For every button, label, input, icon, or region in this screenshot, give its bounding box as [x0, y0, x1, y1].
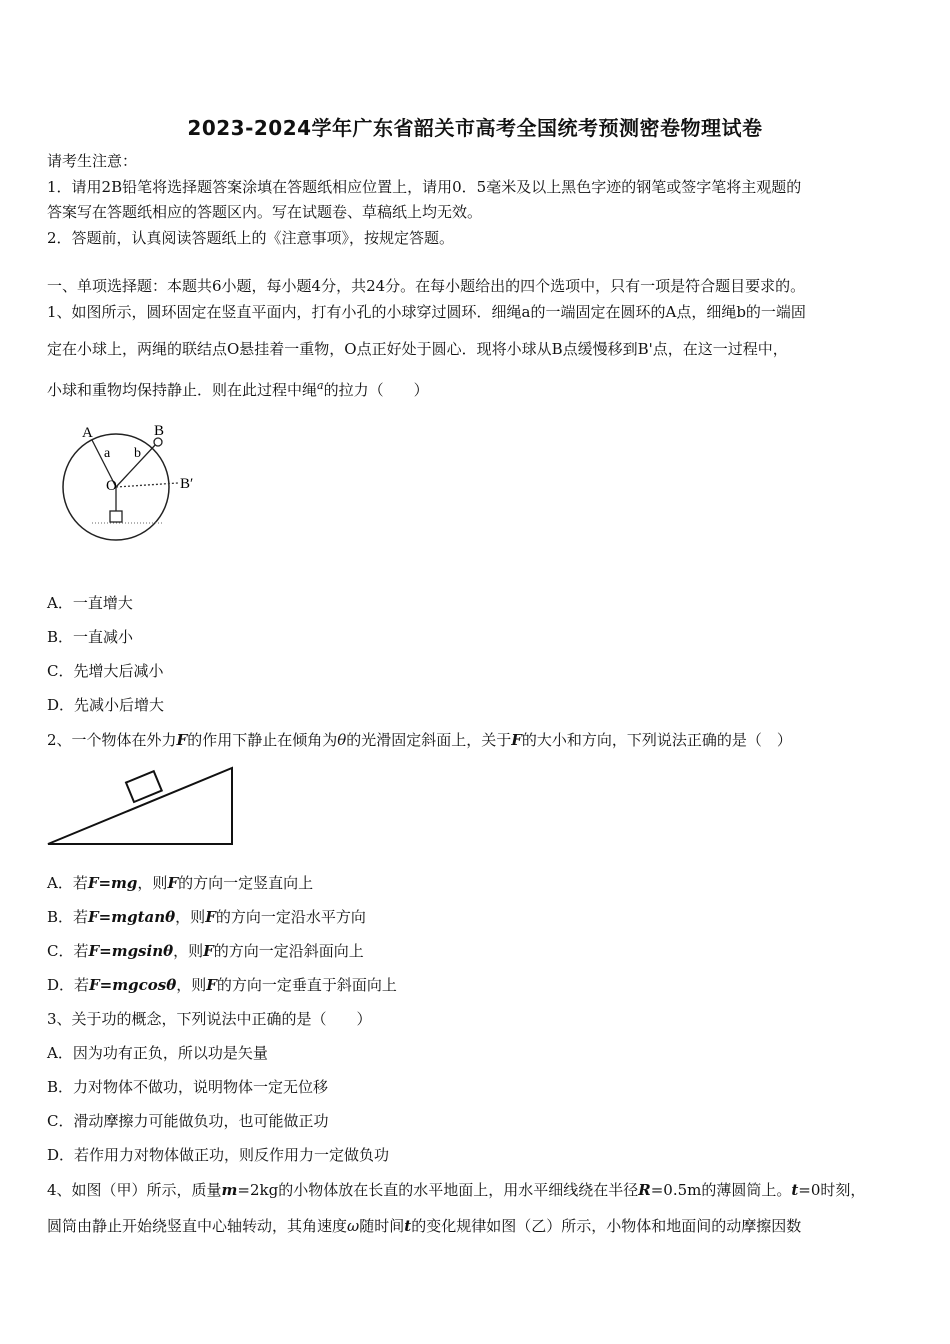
q2-theta-symbol: θ [337, 731, 347, 749]
block-group [126, 771, 162, 802]
q2-d-post: 的方向一定垂直于斜面向上 [216, 976, 397, 994]
q4-mass-symbol: m [221, 1181, 238, 1199]
q2-c-post: 的方向一定沿斜面向上 [213, 942, 364, 960]
weight-block [110, 511, 122, 522]
q2-b-eq: F=mgtanθ [88, 908, 176, 926]
q4-text-7: 的变化规律如图（乙）所示，小物体和地面间的动摩擦因数 [411, 1217, 802, 1235]
q2-a-eq: F=mg [87, 874, 138, 892]
q1-stem-line-3 [47, 376, 429, 400]
q1-option-c[interactable]: C．先增大后减小 [47, 662, 164, 680]
q2-option-d[interactable] [47, 975, 397, 995]
label-A: A [82, 425, 93, 441]
q2-force-symbol-2: F [511, 731, 522, 749]
q3-stem: 3、关于功的概念，下列说法中正确的是（ ） [47, 1010, 372, 1028]
q2-stem [47, 730, 792, 750]
label-B-prime: B′ [180, 476, 194, 492]
q4-omega-symbol: ω [347, 1217, 360, 1235]
notice-heading: 请考生注意： [47, 152, 138, 170]
q2-c-eq: F=mgsinθ [88, 942, 174, 960]
q4-text-1: 4、如图（甲）所示，质量 [47, 1181, 222, 1199]
page-title: 2023-2024学年广东省韶关市高考全国统考预测密卷物理试卷 [187, 116, 763, 140]
q2-a-pre: A．若 [47, 874, 88, 892]
q4-radius-symbol: R [638, 1181, 651, 1199]
q2-text-1: 2、一个物体在外力 [47, 731, 177, 749]
q2-force-symbol: F [176, 731, 188, 749]
q2-a-F: F [167, 874, 179, 892]
q2-text-3: 的光滑固定斜面上，关于 [346, 731, 512, 749]
q2-c-mid: ，则 [173, 942, 204, 960]
label-a: a [104, 446, 111, 461]
q2-d-eq: F=mgcosθ [89, 976, 177, 994]
label-B: B [154, 423, 165, 439]
q2-b-pre: B．若 [47, 908, 89, 926]
notice-line-2: 答案写在答题纸相应的答题区内。写在试题卷、草稿纸上均无效。 [47, 203, 483, 221]
q3-option-a[interactable]: A．因为功有正负，所以功是矢量 [47, 1044, 268, 1062]
q3-option-d[interactable]: D．若作用力对物体做正功，则反作用力一定做负功 [47, 1146, 390, 1164]
q4-text-6: 随时间 [359, 1217, 405, 1235]
q1-ring-diagram [62, 415, 222, 545]
q1-option-b[interactable]: B．一直减小 [47, 628, 134, 646]
q2-d-F: F [206, 976, 217, 994]
q2-d-mid: ，则 [176, 976, 207, 994]
q2-d-pre: D．若 [47, 976, 90, 994]
q1-option-d[interactable]: D．先减小后增大 [47, 696, 165, 714]
q2-option-a[interactable] [47, 873, 313, 893]
label-O: O [106, 478, 117, 494]
label-b: b [134, 446, 141, 461]
q2-option-b[interactable] [47, 907, 366, 927]
q2-text-4: 的大小和方向，下列说法正确的是（ ） [521, 731, 792, 749]
q2-b-F: F [205, 908, 216, 926]
q2-text-2: 的作用下静止在倾角为 [187, 731, 338, 749]
block [126, 771, 162, 802]
q2-c-pre: C．若 [47, 942, 89, 960]
q4-text-4: =0时刻， [798, 1181, 866, 1199]
q2-c-F: F [203, 942, 214, 960]
q2-incline-diagram [44, 762, 240, 848]
q2-b-mid: ，则 [175, 908, 206, 926]
q2-a-mid: ，则 [137, 874, 168, 892]
q2-b-post: 的方向一定沿水平方向 [215, 908, 366, 926]
ball [154, 438, 162, 446]
q1-stem-text: 小球和重物均保持静止．则在此过程中绳 [47, 381, 318, 399]
notice-line-3: 2．答题前，认真阅读答题纸上的《注意事项》，按规定答题。 [47, 229, 455, 247]
q4-time-symbol-2: t [404, 1217, 412, 1235]
q4-text-5: 圆筒由静止开始绕竖直中心轴转动，其角速度 [47, 1217, 348, 1235]
q3-option-c[interactable]: C．滑动摩擦力可能做负功，也可能做正功 [47, 1112, 329, 1130]
q1-stem-line-2: 定在小球上，两绳的联结点O悬挂着一重物，O点正好处于圆心．现将小球从B点缓慢移到B'点，在这一过程中， [47, 340, 788, 358]
q4-stem-line-2 [47, 1216, 801, 1236]
q4-text-2: =2kg的小物体放在长直的水平地面上，用水平细线绕在半径 [237, 1181, 639, 1199]
q1-stem-line-1: 1、如图所示，圆环固定在竖直平面内，打有小孔的小球穿过圆环．细绳a的一端固定在圆环的A点，细绳b的一端固 [47, 303, 806, 321]
rope-a-symbol: a [317, 379, 324, 392]
q4-time-symbol: t [791, 1181, 799, 1199]
q1-stem-end: 的拉力（ ） [323, 381, 429, 399]
notice-line-1: 1．请用2B铅笔将选择题答案涂填在答题纸相应位置上，请用0．5毫米及以上黑色字迹的钢笔或签字笔将主观题的 [47, 178, 802, 196]
q2-a-post: 的方向一定竖直向上 [178, 874, 314, 892]
q1-option-a[interactable]: A．一直增大 [47, 594, 133, 612]
section-heading: 一、单项选择题：本题共6小题，每小题4分，共24分。在每小题给出的四个选项中，只有一项是符合题目要求的。 [47, 277, 806, 295]
q2-option-c[interactable] [47, 941, 364, 961]
q3-option-b[interactable]: B．力对物体不做功，说明物体一定无位移 [47, 1078, 329, 1096]
q4-text-3: =0.5m的薄圆筒上。 [650, 1181, 792, 1199]
q4-stem-line-1 [47, 1180, 865, 1200]
